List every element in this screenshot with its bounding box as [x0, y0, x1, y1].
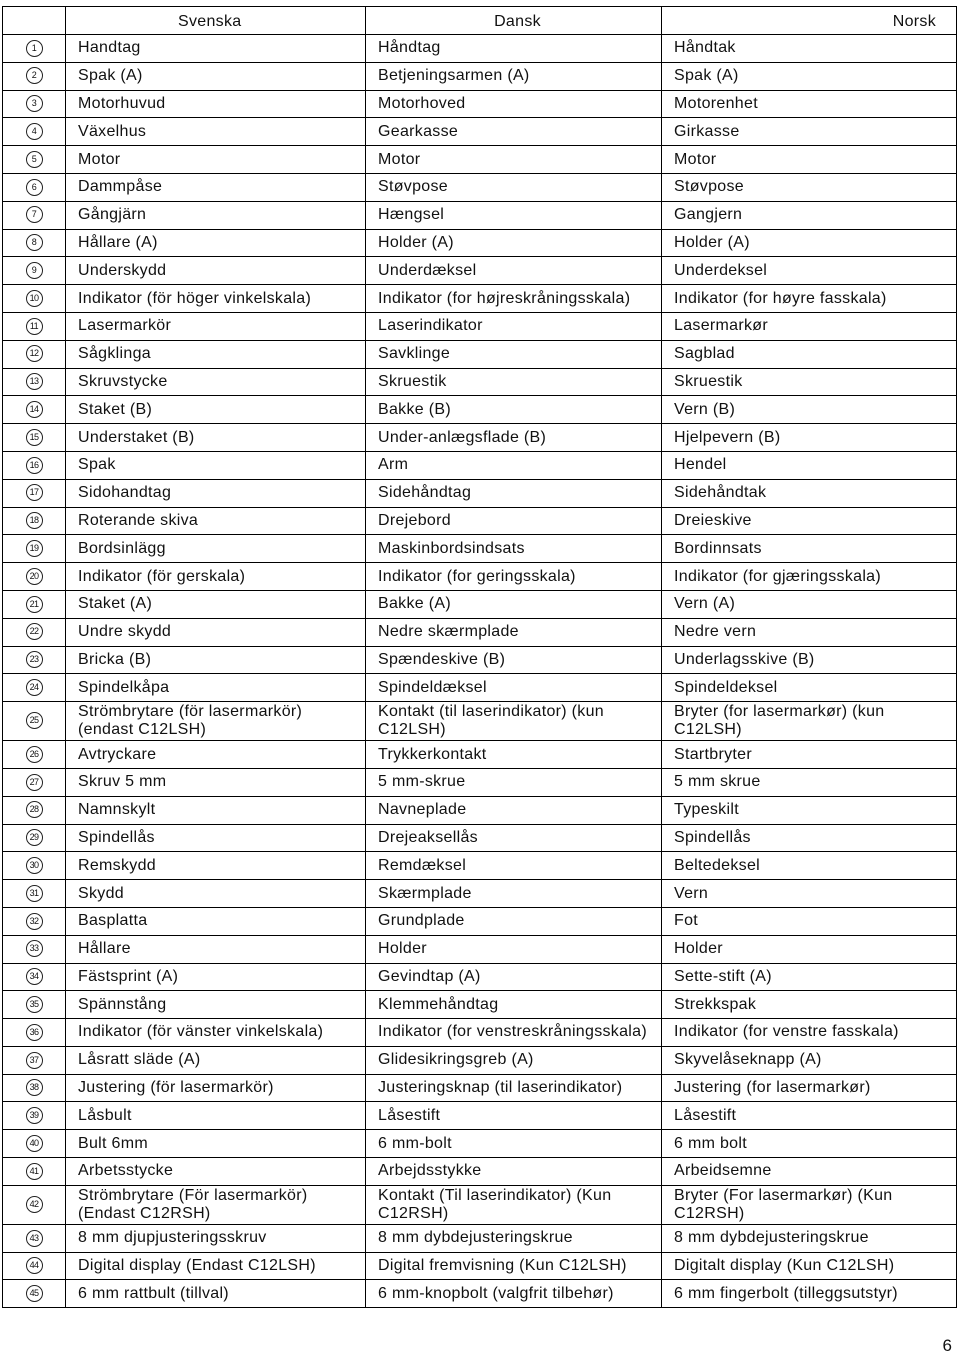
item-number: 15 [26, 429, 43, 446]
norwegian-term: Spindeldeksel [662, 674, 957, 702]
danish-term: Indikator (for højreskråningsskala) [366, 285, 662, 313]
norwegian-term: Startbryter [662, 741, 957, 769]
item-number: 6 [26, 179, 43, 196]
swedish-term: Justering (för lasermarkör) [66, 1074, 366, 1102]
danish-term: 6 mm-knopbolt (valgfrit tilbehør) [366, 1280, 662, 1308]
item-number: 28 [26, 801, 43, 818]
item-number: 44 [26, 1257, 43, 1274]
danish-term: Justeringsknap (til laserindikator) [366, 1074, 662, 1102]
table-row [3, 674, 957, 702]
danish-term: Indikator (for venstreskråningsskala) [366, 1019, 662, 1047]
norwegian-term: Motorenhet [662, 90, 957, 118]
item-number: 26 [26, 746, 43, 763]
table-row [3, 1130, 957, 1158]
table-row [3, 1252, 957, 1280]
item-number: 38 [26, 1079, 43, 1096]
item-number-cell [3, 963, 66, 991]
table-row [3, 935, 957, 963]
swedish-term: Strömbrytare (För lasermarkör) (Endast C12RSH) [66, 1185, 366, 1224]
item-number-cell [3, 479, 66, 507]
item-number: 4 [26, 123, 43, 140]
danish-term: Kontakt (Til laserindikator) (Kun C12RSH) [366, 1185, 662, 1224]
swedish-term: Basplatta [66, 907, 366, 935]
norwegian-term: Støvpose [662, 173, 957, 201]
swedish-term: Staket (A) [66, 590, 366, 618]
swedish-term: Bult 6mm [66, 1130, 366, 1158]
item-number-cell [3, 852, 66, 880]
item-number: 17 [26, 484, 43, 501]
item-number: 35 [26, 996, 43, 1013]
table-row [3, 991, 957, 1019]
item-number-cell [3, 768, 66, 796]
table-row [3, 796, 957, 824]
danish-term: Indikator (for geringsskala) [366, 563, 662, 591]
swedish-term: Sågklinga [66, 340, 366, 368]
item-number: 18 [26, 512, 43, 529]
item-number: 5 [26, 151, 43, 168]
danish-term: Spændeskive (B) [366, 646, 662, 674]
table-row [3, 907, 957, 935]
table-row [3, 535, 957, 563]
swedish-term: Namnskylt [66, 796, 366, 824]
table-row [3, 35, 957, 63]
table-row [3, 507, 957, 535]
item-number: 11 [26, 318, 43, 335]
item-number-cell [3, 1130, 66, 1158]
item-number: 39 [26, 1107, 43, 1124]
item-number-cell [3, 702, 66, 741]
norwegian-term: Vern (A) [662, 590, 957, 618]
swedish-term: Sidohandtag [66, 479, 366, 507]
table-row [3, 312, 957, 340]
table-row [3, 201, 957, 229]
swedish-term: 6 mm rattbult (tillval) [66, 1280, 366, 1308]
header-norwegian: Norsk [662, 7, 957, 35]
danish-term: Trykkerkontakt [366, 741, 662, 769]
item-number-cell [3, 35, 66, 63]
norwegian-term: Skyvelåseknapp (A) [662, 1046, 957, 1074]
table-row [3, 646, 957, 674]
item-number-cell [3, 1074, 66, 1102]
danish-term: Navneplade [366, 796, 662, 824]
swedish-term: Understaket (B) [66, 424, 366, 452]
danish-term: Skærmplade [366, 880, 662, 908]
item-number: 33 [26, 940, 43, 957]
danish-term: Underdæksel [366, 257, 662, 285]
norwegian-term: Nedre vern [662, 618, 957, 646]
item-number: 8 [26, 234, 43, 251]
item-number: 12 [26, 345, 43, 362]
item-number: 23 [26, 651, 43, 668]
item-number-cell [3, 1224, 66, 1252]
danish-term: Remdæksel [366, 852, 662, 880]
danish-term: Drejeaksellås [366, 824, 662, 852]
item-number-cell [3, 991, 66, 1019]
item-number-cell [3, 62, 66, 90]
table-row [3, 173, 957, 201]
norwegian-term: Indikator (for høyre fasskala) [662, 285, 957, 313]
norwegian-term: Fot [662, 907, 957, 935]
danish-term: Støvpose [366, 173, 662, 201]
table-row [3, 424, 957, 452]
norwegian-term: Hjelpevern (B) [662, 424, 957, 452]
item-number-cell [3, 646, 66, 674]
header-number [3, 7, 66, 35]
swedish-term: Indikator (för höger vinkelskala) [66, 285, 366, 313]
norwegian-term: Dreieskive [662, 507, 957, 535]
table-row [3, 880, 957, 908]
swedish-term: Låsbult [66, 1102, 366, 1130]
swedish-term: Dammpåse [66, 173, 366, 201]
norwegian-term: Holder (A) [662, 229, 957, 257]
table-row [3, 451, 957, 479]
item-number: 20 [26, 568, 43, 585]
item-number: 24 [26, 679, 43, 696]
item-number: 14 [26, 401, 43, 418]
norwegian-term: Underdeksel [662, 257, 957, 285]
norwegian-term: Holder [662, 935, 957, 963]
table-row [3, 285, 957, 313]
item-number-cell [3, 563, 66, 591]
item-number: 21 [26, 596, 43, 613]
danish-term: Laserindikator [366, 312, 662, 340]
item-number-cell [3, 340, 66, 368]
table-row [3, 824, 957, 852]
table-row [3, 368, 957, 396]
item-number-cell [3, 507, 66, 535]
norwegian-term: Girkasse [662, 118, 957, 146]
header-danish: Dansk [366, 7, 662, 35]
item-number: 29 [26, 829, 43, 846]
parts-list-table [2, 6, 957, 1308]
danish-term: Gearkasse [366, 118, 662, 146]
swedish-term: Remskydd [66, 852, 366, 880]
swedish-term: Motorhuvud [66, 90, 366, 118]
swedish-term: Underskydd [66, 257, 366, 285]
danish-term: Bakke (A) [366, 590, 662, 618]
swedish-term: Lasermarkör [66, 312, 366, 340]
danish-term: Holder (A) [366, 229, 662, 257]
danish-term: Grundplade [366, 907, 662, 935]
norwegian-term: Skruestik [662, 368, 957, 396]
swedish-term: Undre skydd [66, 618, 366, 646]
table-row [3, 590, 957, 618]
swedish-term: Strömbrytare (för lasermarkör) (endast C12LSH) [66, 702, 366, 741]
norwegian-term: Arbeidsemne [662, 1158, 957, 1186]
table-row [3, 768, 957, 796]
item-number: 3 [26, 95, 43, 112]
item-number-cell [3, 312, 66, 340]
table-row [3, 90, 957, 118]
table-row [3, 257, 957, 285]
table-row [3, 62, 957, 90]
norwegian-term: Indikator (for venstre fasskala) [662, 1019, 957, 1047]
item-number-cell [3, 118, 66, 146]
norwegian-term: Vern [662, 880, 957, 908]
item-number-cell [3, 90, 66, 118]
item-number-cell [3, 1252, 66, 1280]
item-number: 7 [26, 206, 43, 223]
norwegian-term: Sagblad [662, 340, 957, 368]
danish-term: Hængsel [366, 201, 662, 229]
danish-term: Savklinge [366, 340, 662, 368]
danish-term: Bakke (B) [366, 396, 662, 424]
table-row [3, 1158, 957, 1186]
norwegian-term: Sidehåndtak [662, 479, 957, 507]
danish-term: Motor [366, 146, 662, 174]
item-number-cell [3, 1019, 66, 1047]
danish-term: Arm [366, 451, 662, 479]
danish-term: Holder [366, 935, 662, 963]
item-number-cell [3, 618, 66, 646]
item-number: 45 [26, 1285, 43, 1302]
item-number: 10 [26, 290, 43, 307]
swedish-term: Bordsinlägg [66, 535, 366, 563]
danish-term: Gevindtap (A) [366, 963, 662, 991]
danish-term: Arbejdsstykke [366, 1158, 662, 1186]
item-number: 22 [26, 623, 43, 640]
item-number-cell [3, 201, 66, 229]
danish-term: Maskinbordsindsats [366, 535, 662, 563]
item-number-cell [3, 285, 66, 313]
table-row [3, 1185, 957, 1224]
swedish-term: Staket (B) [66, 396, 366, 424]
swedish-term: Spindellås [66, 824, 366, 852]
item-number: 36 [26, 1024, 43, 1041]
table-row [3, 1046, 957, 1074]
swedish-term: Skruv 5 mm [66, 768, 366, 796]
item-number-cell [3, 935, 66, 963]
swedish-term: Spak [66, 451, 366, 479]
item-number: 32 [26, 913, 43, 930]
swedish-term: Avtryckare [66, 741, 366, 769]
danish-term: 5 mm-skrue [366, 768, 662, 796]
danish-term: Motorhoved [366, 90, 662, 118]
item-number: 42 [26, 1196, 43, 1213]
item-number-cell [3, 824, 66, 852]
table-row [3, 118, 957, 146]
header-swedish: Svenska [66, 7, 366, 35]
danish-term: Drejebord [366, 507, 662, 535]
norwegian-term: Låsestift [662, 1102, 957, 1130]
danish-term: Digital fremvisning (Kun C12LSH) [366, 1252, 662, 1280]
item-number: 30 [26, 857, 43, 874]
swedish-term: Låsratt släde (A) [66, 1046, 366, 1074]
item-number-cell [3, 368, 66, 396]
swedish-term: Växelhus [66, 118, 366, 146]
danish-term: Spindeldæksel [366, 674, 662, 702]
table-row [3, 1102, 957, 1130]
danish-term: Under-anlægsflade (B) [366, 424, 662, 452]
item-number: 37 [26, 1052, 43, 1069]
swedish-term: Arbetsstycke [66, 1158, 366, 1186]
swedish-term: Motor [66, 146, 366, 174]
item-number-cell [3, 1158, 66, 1186]
swedish-term: Hållare (A) [66, 229, 366, 257]
norwegian-term: Justering (for lasermarkør) [662, 1074, 957, 1102]
danish-term: Skruestik [366, 368, 662, 396]
item-number-cell [3, 1185, 66, 1224]
item-number: 1 [26, 40, 43, 57]
table-row [3, 852, 957, 880]
swedish-term: 8 mm djupjusteringsskruv [66, 1224, 366, 1252]
norwegian-term: Hendel [662, 451, 957, 479]
header-row [3, 7, 957, 35]
norwegian-term: Bryter (for lasermarkør) (kun C12LSH) [662, 702, 957, 741]
item-number-cell [3, 590, 66, 618]
norwegian-term: Vern (B) [662, 396, 957, 424]
table-row [3, 741, 957, 769]
norwegian-term: Typeskilt [662, 796, 957, 824]
danish-term: Håndtag [366, 35, 662, 63]
item-number-cell [3, 741, 66, 769]
norwegian-term: Sette-stift (A) [662, 963, 957, 991]
swedish-term: Gångjärn [66, 201, 366, 229]
item-number-cell [3, 1046, 66, 1074]
danish-term: Sidehåndtag [366, 479, 662, 507]
norwegian-term: 8 mm dybdejusteringskrue [662, 1224, 957, 1252]
table-row [3, 1224, 957, 1252]
item-number-cell [3, 1280, 66, 1308]
item-number-cell [3, 674, 66, 702]
table-row [3, 1280, 957, 1308]
item-number-cell [3, 451, 66, 479]
swedish-term: Fästsprint (A) [66, 963, 366, 991]
swedish-term: Handtag [66, 35, 366, 63]
swedish-term: Roterande skiva [66, 507, 366, 535]
item-number: 40 [26, 1135, 43, 1152]
norwegian-term: Bordinnsats [662, 535, 957, 563]
item-number-cell [3, 880, 66, 908]
table-row [3, 963, 957, 991]
norwegian-term: 6 mm bolt [662, 1130, 957, 1158]
norwegian-term: 5 mm skrue [662, 768, 957, 796]
norwegian-term: Håndtak [662, 35, 957, 63]
item-number: 27 [26, 774, 43, 791]
norwegian-term: Gangjern [662, 201, 957, 229]
swedish-term: Skruvstycke [66, 368, 366, 396]
norwegian-term: Beltedeksel [662, 852, 957, 880]
norwegian-term: Indikator (for gjæringsskala) [662, 563, 957, 591]
table-row [3, 396, 957, 424]
swedish-term: Skydd [66, 880, 366, 908]
danish-term: 8 mm dybdejusteringskrue [366, 1224, 662, 1252]
item-number-cell [3, 173, 66, 201]
swedish-term: Spindelkåpa [66, 674, 366, 702]
danish-term: Nedre skærmplade [366, 618, 662, 646]
item-number: 19 [26, 540, 43, 557]
table-row [3, 1019, 957, 1047]
item-number-cell [3, 424, 66, 452]
item-number-cell [3, 535, 66, 563]
item-number: 9 [26, 262, 43, 279]
item-number-cell [3, 257, 66, 285]
page-number: 6 [942, 1336, 952, 1355]
item-number: 13 [26, 373, 43, 390]
norwegian-term: Bryter (For lasermarkør) (Kun C12RSH) [662, 1185, 957, 1224]
table-row [3, 340, 957, 368]
item-number: 2 [26, 67, 43, 84]
norwegian-term: Spak (A) [662, 62, 957, 90]
table-row [3, 146, 957, 174]
danish-term: Låsestift [366, 1102, 662, 1130]
table-row [3, 1074, 957, 1102]
item-number-cell [3, 396, 66, 424]
swedish-term: Indikator (för gerskala) [66, 563, 366, 591]
table-row [3, 702, 957, 741]
table-row [3, 479, 957, 507]
norwegian-term: Motor [662, 146, 957, 174]
item-number: 34 [26, 968, 43, 985]
item-number: 16 [26, 457, 43, 474]
item-number-cell [3, 229, 66, 257]
item-number-cell [3, 146, 66, 174]
swedish-term: Spak (A) [66, 62, 366, 90]
danish-term: Betjeningsarmen (A) [366, 62, 662, 90]
swedish-term: Bricka (B) [66, 646, 366, 674]
table-row [3, 229, 957, 257]
item-number: 25 [26, 712, 43, 729]
swedish-term: Hållare [66, 935, 366, 963]
norwegian-term: 6 mm fingerbolt (tilleggsutstyr) [662, 1280, 957, 1308]
swedish-term: Indikator (för vänster vinkelskala) [66, 1019, 366, 1047]
table-row [3, 618, 957, 646]
parts-body [3, 35, 957, 1308]
swedish-term: Digital display (Endast C12LSH) [66, 1252, 366, 1280]
danish-term: Glidesikringsgreb (A) [366, 1046, 662, 1074]
swedish-term: Spännstång [66, 991, 366, 1019]
danish-term: Kontakt (til laserindikator) (kun C12LSH) [366, 702, 662, 741]
item-number: 31 [26, 885, 43, 902]
norwegian-term: Strekkspak [662, 991, 957, 1019]
item-number: 43 [26, 1230, 43, 1247]
item-number-cell [3, 1102, 66, 1130]
item-number-cell [3, 796, 66, 824]
danish-term: Klemmehåndtag [366, 991, 662, 1019]
danish-term: 6 mm-bolt [366, 1130, 662, 1158]
item-number-cell [3, 907, 66, 935]
table-row [3, 563, 957, 591]
norwegian-term: Underlagsskive (B) [662, 646, 957, 674]
norwegian-term: Digitalt display (Kun C12LSH) [662, 1252, 957, 1280]
norwegian-term: Lasermarkør [662, 312, 957, 340]
item-number: 41 [26, 1163, 43, 1180]
norwegian-term: Spindellås [662, 824, 957, 852]
